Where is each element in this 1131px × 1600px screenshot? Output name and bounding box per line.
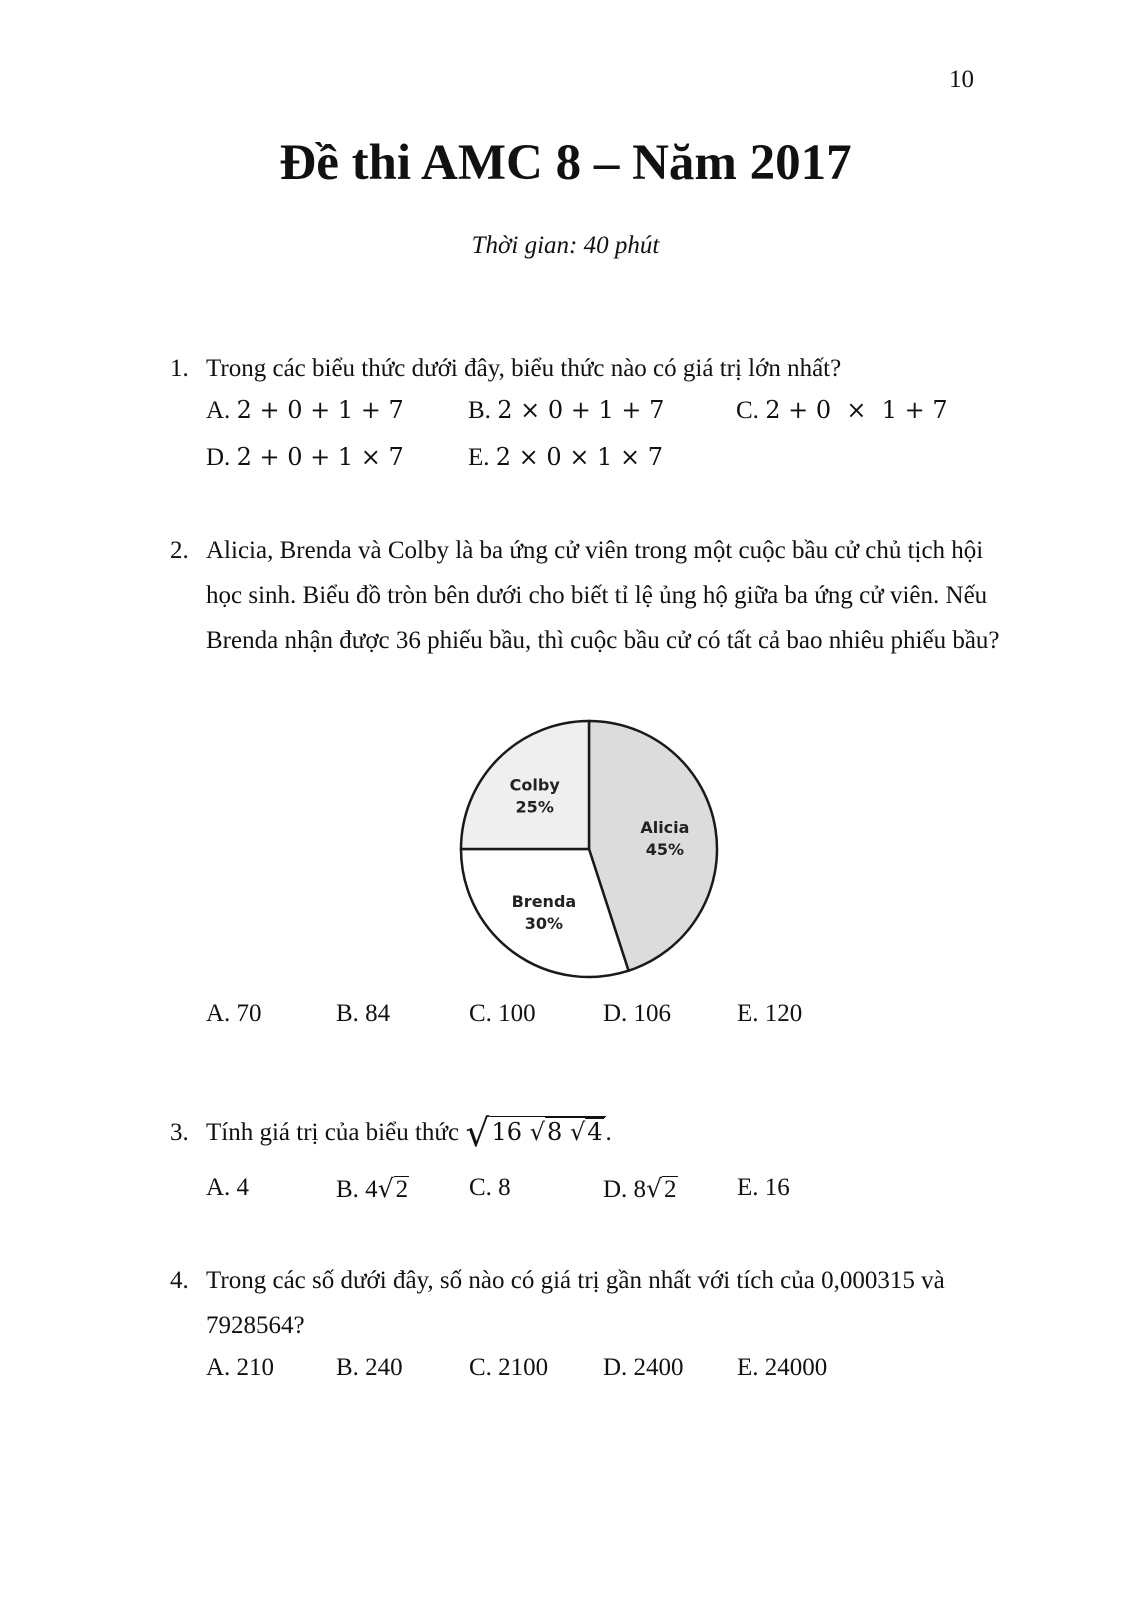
option-b: B. 84	[336, 1000, 391, 1027]
option-d: D. 2400	[603, 1354, 684, 1381]
pie-label-percent: 45%	[645, 840, 685, 859]
option-d: D. 106	[603, 1000, 672, 1027]
question-4	[170, 1258, 1000, 1348]
exam-duration: Thời gian: 40 phút	[471, 232, 660, 259]
question-text: Trong các biểu thức dưới đây, biểu thức nào có giá trị lớn nhất?	[206, 355, 842, 382]
option-d: D. 2 + 0 + 1 × 7	[206, 443, 404, 471]
question-1-options	[206, 396, 1006, 436]
question-number: 4.	[170, 1267, 189, 1294]
option-e: E. 120	[737, 1000, 803, 1027]
nested-radical-expression: √16 √8 √4	[465, 1110, 605, 1156]
option-b: B. 4√2	[336, 1174, 409, 1203]
question-text: Tính giá trị của biểu thức	[206, 1119, 460, 1146]
question-number: 3.	[170, 1119, 189, 1146]
option-a: A. 4	[206, 1174, 250, 1201]
option-e: E. 24000	[737, 1354, 828, 1381]
option-e: E. 16	[737, 1174, 790, 1201]
question-3: 3. Tính giá trị của biểu thức √16 √8 √4 .	[170, 1111, 612, 1155]
question-1	[170, 346, 1000, 391]
option-c: C. 8	[469, 1174, 511, 1201]
question-4-options	[206, 1354, 1006, 1394]
question-2-options	[206, 1000, 1006, 1040]
option-e: E. 2 × 0 × 1 × 7	[468, 443, 663, 471]
option-b: B. 240	[336, 1354, 403, 1381]
pie-label-percent: 25%	[515, 797, 554, 817]
pie-label-name: Brenda	[511, 892, 577, 912]
option-a: A. 2 + 0 + 1 + 7	[206, 396, 404, 424]
option-a: A. 210	[206, 1354, 275, 1381]
option-b: B. 2 × 0 + 1 + 7	[468, 396, 665, 424]
option-d: D. 8√2	[603, 1174, 677, 1203]
question-3-options	[206, 1174, 1006, 1214]
option-c: C. 2 + 0 × 1 + 7	[736, 396, 948, 424]
question-2	[170, 528, 1000, 663]
question-text: Alicia, Brenda và Colby là ba ứng cử viên trong một cuộc bầu cử chủ tịch hội học sinh. Biểu đồ tròn bên dưới cho biết tỉ lệ ủng hộ giữa ba ứng cử viên. Nếu Brenda nhận được 36 phiếu bầu, thì cuộc bầu cử có tất cả bao nhiêu phiếu bầu?	[206, 537, 1000, 654]
option-a: A. 70	[206, 1000, 262, 1027]
pie-label-name: Colby	[509, 775, 560, 795]
option-c: C. 100	[469, 1000, 536, 1027]
page-number: 10	[949, 66, 974, 93]
pie-chart	[454, 714, 724, 984]
pie-label-percent: 30%	[524, 914, 564, 934]
page-title: Đề thi AMC 8 – Năm 2017	[279, 135, 852, 191]
pie-label-name: Alicia	[640, 818, 690, 837]
question-text: Trong các số dưới đây, số nào có giá trị gần nhất với tích của 0,000315 và 7928564?	[206, 1267, 945, 1339]
question-number: 1.	[170, 355, 189, 382]
question-1-options-row-2	[206, 443, 1006, 483]
option-c: C. 2100	[469, 1354, 549, 1381]
question-number: 2.	[170, 537, 189, 564]
